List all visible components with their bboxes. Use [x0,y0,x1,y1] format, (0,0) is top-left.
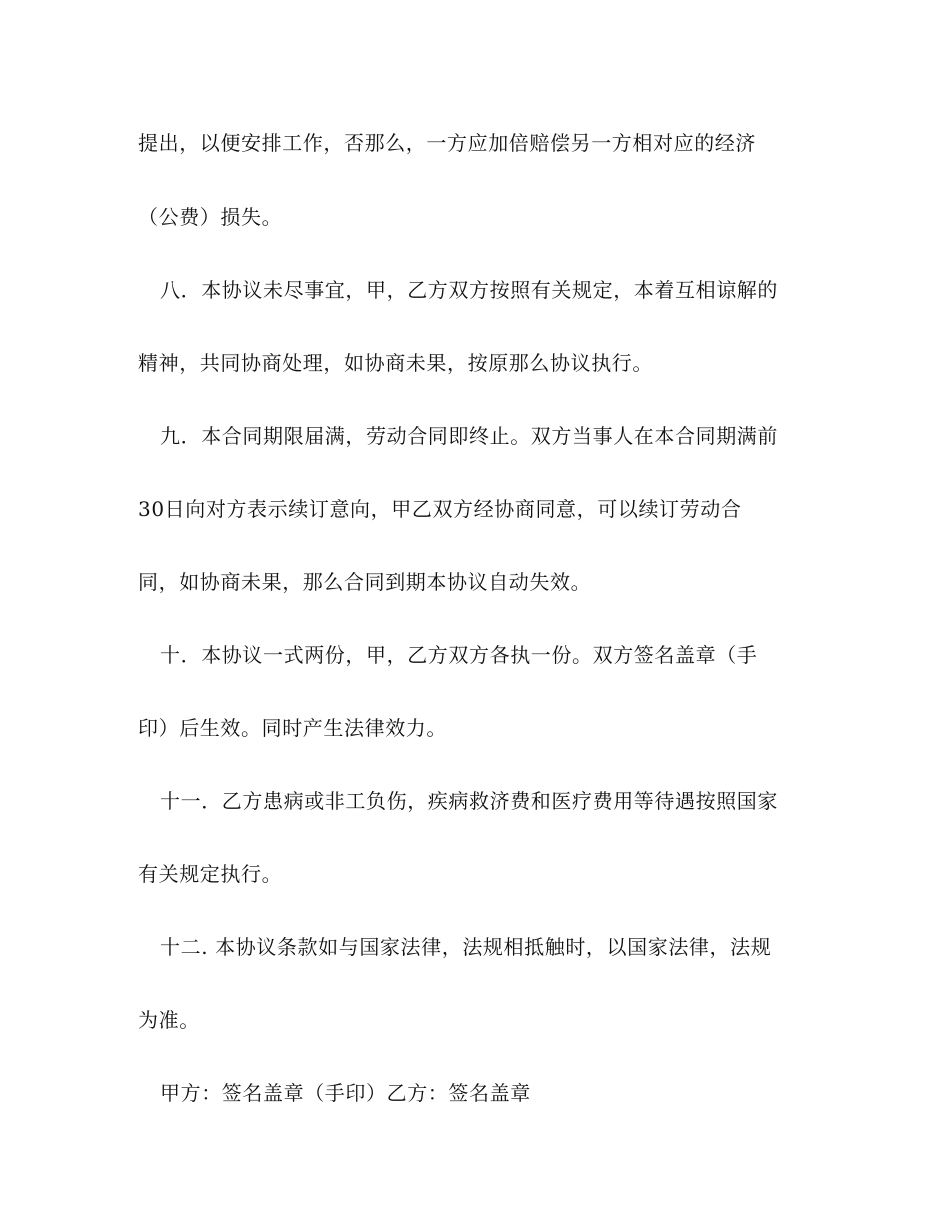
clause-12-line-1: 十二. 本协议条款如与国家法律，法规相抵触时，以国家法律，法规 [160,935,772,959]
signature-line: 甲方：签名盖章（手印）乙方：签名盖章 [160,1081,531,1105]
clause-12-line-2: 为准。 [138,1008,200,1032]
clause-10-line-1: 十．本协议一式两份，甲，乙方双方各执一份。双方签名盖章（手 [160,643,758,667]
clause-10-line-2: 印）后生效。同时产生法律效力。 [138,716,447,740]
clause-9-line-3: 同，如协商未果，那么合同到期本协议自动失效。 [138,570,592,594]
clause-8-line-1: 八．本协议未尽事宜，甲，乙方双方按照有关规定，本着互相谅解的 [160,278,778,302]
clause-8-line-2: 精神，共同协商处理，如协商未果，按原那么协议执行。 [138,351,653,375]
clause-11-line-1: 十一．乙方患病或非工负伤，疾病救济费和医疗费用等待遇按照国家 [160,789,778,813]
clause-9-line-2: 30日向对方表示续订意向，甲乙双方经协商同意，可以续订劳动合 [138,497,742,521]
text-line-1: 提出，以便安排工作，否那么，一方应加倍赔偿另一方相对应的经济 [138,131,756,155]
clause-9-line-1: 九．本合同期限届满，劳动合同即终止。双方当事人在本合同期满前 [160,424,778,448]
text-line-2: （公费）损失。 [138,205,283,229]
clause-11-line-2: 有关规定执行。 [138,862,283,886]
